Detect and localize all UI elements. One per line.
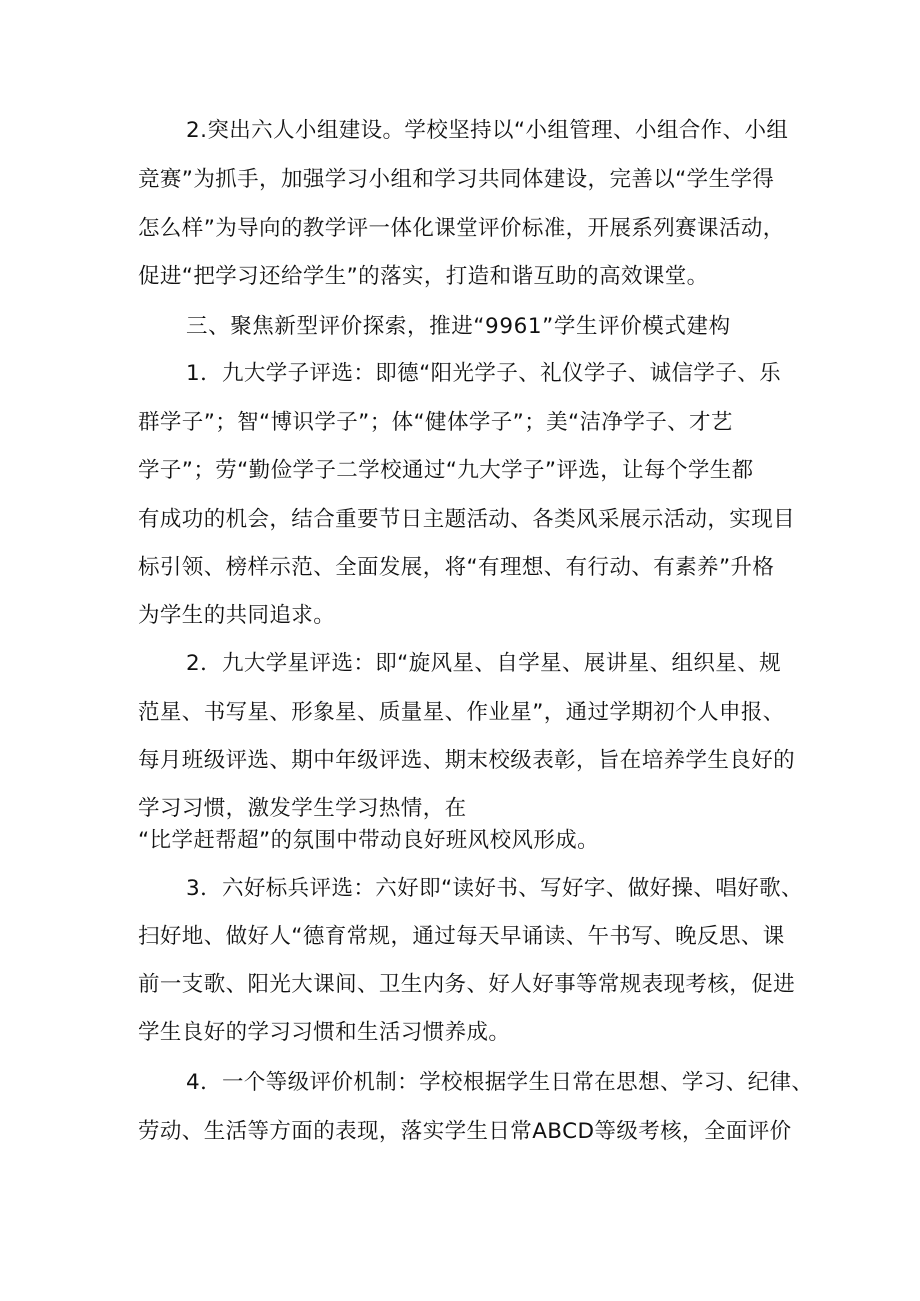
paragraph-1-line-3: 怎么样”为导向的教学评一体化课堂评价标准，开展系列赛课活动，	[138, 216, 785, 241]
paragraph-1-line-4: 促进“把学习还给学生”的落实，打造和谐互助的高效课堂。	[138, 264, 709, 289]
paragraph-1-line-1: 2.突出六人小组建设。学校坚持以“小组管理、小组合作、小组	[186, 118, 789, 143]
paragraph-4-line-3: 前一支歌、阳光大课间、卫生内务、好人好事等常规表现考核，促进	[138, 972, 796, 997]
paragraph-3-line-5: “比学赶帮超”的氛围中带动良好班风校风形成。	[138, 828, 600, 853]
paragraph-5-line-1: 4．一个等级评价机制：学校根据学生日常在思想、学习、纪律、	[186, 1070, 814, 1095]
paragraph-4-line-2: 扫好地、做好人“德育常规，通过每天早诵读、午书写、晚反思、课	[138, 924, 785, 949]
paragraph-2-line-5: 标引领、榜样示范、全面发展，将“有理想、有行动、有素养”升格	[138, 555, 775, 580]
paragraph-4-line-1: 3．六好标兵评选：六好即“读好书、写好字、做好操、唱好歌、	[186, 876, 803, 901]
paragraph-2-line-6: 为学生的共同追求。	[138, 603, 336, 628]
paragraph-3-line-2: 范星、书写星、形象星、质量星、作业星”，通过学期初个人申报、	[138, 700, 785, 725]
paragraph-2-line-3: 学子”；劳“勤俭学子二学校通过“九大学子”评选，让每个学生都	[138, 458, 754, 483]
paragraph-1-line-2: 竞赛”为抓手，加强学习小组和学习共同体建设，完善以“学生学得	[138, 167, 775, 192]
paragraph-3-line-4: 学习习惯，激发学生学习热情，在	[138, 796, 467, 821]
paragraph-3-line-1: 2．九大学星评选：即“旋风星、自学星、展讲星、组织星、规	[186, 651, 782, 676]
paragraph-5-line-2: 劳动、生活等方面的表现，落实学生日常ABCD等级考核，全面评价	[138, 1119, 792, 1144]
section-heading-3: 三、聚焦新型评价探索，推进“9961”学生评价模式建构	[186, 314, 731, 339]
paragraph-3-line-3: 每月班级评选、期中年级评选、期末校级表彰，旨在培养学生良好的	[138, 748, 796, 773]
paragraph-2-line-2: 群学子”；智“博识学子”；体“健体学子”；美“洁净学子、才艺	[138, 410, 733, 435]
paragraph-2-line-4: 有成功的机会，结合重要节日主题活动、各类风采展示活动，实现目	[138, 507, 796, 532]
paragraph-2-line-1: 1．九大学子评选：即德“阳光学子、礼仪学子、诚信学子、乐	[186, 361, 782, 386]
paragraph-4-line-4: 学生良好的学习习惯和生活习惯养成。	[138, 1020, 511, 1045]
